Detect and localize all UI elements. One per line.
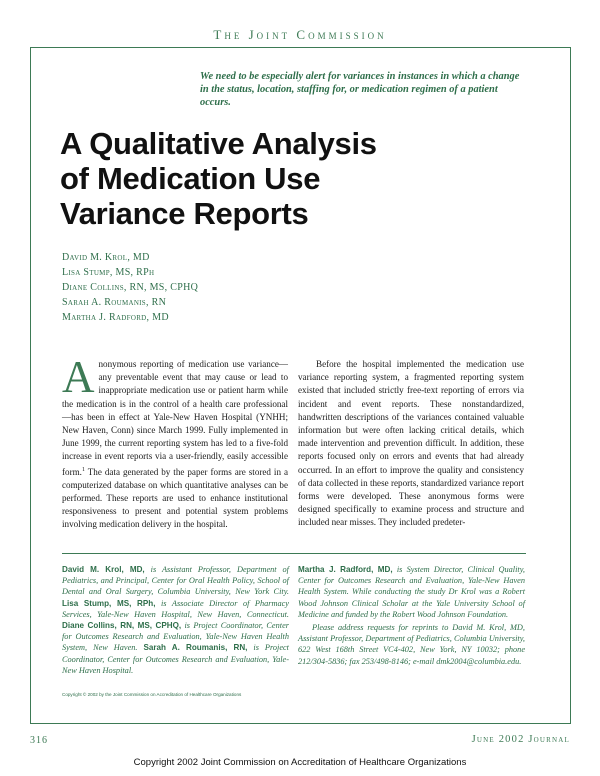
body-column-right [298, 358, 524, 530]
bio-divider [62, 553, 526, 554]
author-name: Diane Collins, RN, MS, CPHQ [62, 282, 199, 293]
bio-name: Lisa Stump, MS, RPh, [62, 598, 156, 608]
masthead-rule [30, 47, 570, 48]
bio-name: Diane Collins, RN, MS, CPHQ, [62, 621, 182, 631]
bio-name: David M. Krol, MD, [62, 565, 145, 574]
author-bios-right [298, 564, 525, 667]
bio-text: is Project Coordinator, Center for Outcomes Research and Evaluation, Yale-New Haven Health System, New Haven. [62, 621, 289, 653]
page-number: 316 [30, 735, 48, 746]
reprint-info: Please address requests for reprints to David M. Krol, MD, Assistant Professor, Department of Pediatrics, Columbia University, 622 West 168th Street VC4-402, New York, NY 10032; phone 212/304-5836; fax 253/498-8146; e-mail dmk2004@columbia.edu. [298, 623, 525, 666]
bio-copyright: Copyright © 2002 by the Joint Commission on Accreditation of Healthcare Organizations [62, 692, 242, 697]
bio-text: is System Director, Clinical Quality, Center for Outcomes Research and Evaluation, Yale-New Haven Health System. While conducting the study Dr Krol was a Robert Wood Johnson Clinical Scholar at the Yale University School of Medicine and funded by the Robert Wood Johnson Foundation. [298, 565, 525, 619]
author-name: David M. Krol, MD [62, 252, 150, 263]
author-name: Lisa Stump, MS, RPh [62, 267, 155, 278]
footer-copyright: Copyright 2002 Joint Commission on Accreditation of Healthcare Organizations [133, 757, 467, 768]
journal-name: June 2002 Journal [471, 734, 570, 745]
margin-rule-right [570, 47, 571, 723]
bio-name: Sarah A. Roumanis, RN, [143, 643, 248, 653]
author-name: Sarah A. Roumanis, RN [62, 297, 167, 308]
body-column-left [62, 352, 288, 532]
bio-text: is Project Coordinator, Center for Outcomes Research and Evaluation, Yale-New Haven Hospital. [62, 643, 289, 675]
author-bios-left [62, 564, 289, 676]
body-text: The data generated by the paper forms are stored in a computerized database on which quantitative analyses can be performed. These reports are used to enhance institutional responsiveness to present and potential system problems involving medication delivery in the hospital. [62, 466, 288, 530]
footnote-marker: 1 [81, 466, 85, 473]
title-line: A Qualitative Analysis [60, 126, 377, 161]
body-text: nonymous reporting of medication use variance—any preventable event that may cause or lead to inappropriate medication use or patient harm while the medication is in the control of a health care professional—has been in effect at Yale-New Haven Hospital (YNHH; New Haven, Conn) since March 1999. Fully implemented in June 1999, the current reporting system has led to a five-fold increase in event reports via a user-friendly, easily accessible form. [62, 359, 288, 477]
author-list [62, 250, 382, 325]
body-text: Before the hospital implemented the medication use variance reporting system, a fragmented reporting system existed that included strictly free-text reporting of errors via incident and event reports. These nonstandardized, handwritten descriptions of the variances contained valuable information but were often lacking critical details, which made intervention and prevention difficult. In addition, these reports focused only on errors and events that had already occurred. In an effort to improve the quality and consistency of data collected in these reports, standardized variance report forms were developed. These anonymous forms were designed specifically to examine process and structure and included near misses. They included predeter- [298, 359, 524, 528]
author-name: Martha J. Radford, MD [62, 312, 169, 323]
title-line: Variance Reports [60, 196, 309, 231]
bio-text: is Assistant Professor, Department of Pediatrics, and Principal, Center for Oral Health Policy, School of Dental and Oral Surgery, Columbia University, New York City. [62, 565, 289, 597]
masthead: The Joint Commission [213, 27, 387, 42]
margin-rule-left [30, 47, 31, 723]
footer-rule [30, 723, 571, 724]
bio-text: is Associate Director of Pharmacy Services, Yale-New Haven Hospital, New Haven, Connecticut. [62, 598, 289, 619]
bio-name: Martha J. Radford, MD, [298, 565, 393, 574]
pull-quote: We need to be especially alert for variances in instances in which a change in the status, location, staffing for, or medication regimen of a patient occurs. [200, 71, 520, 108]
drop-cap: A [62, 352, 95, 402]
article-title [60, 126, 480, 231]
title-line: of Medication Use [60, 161, 321, 196]
